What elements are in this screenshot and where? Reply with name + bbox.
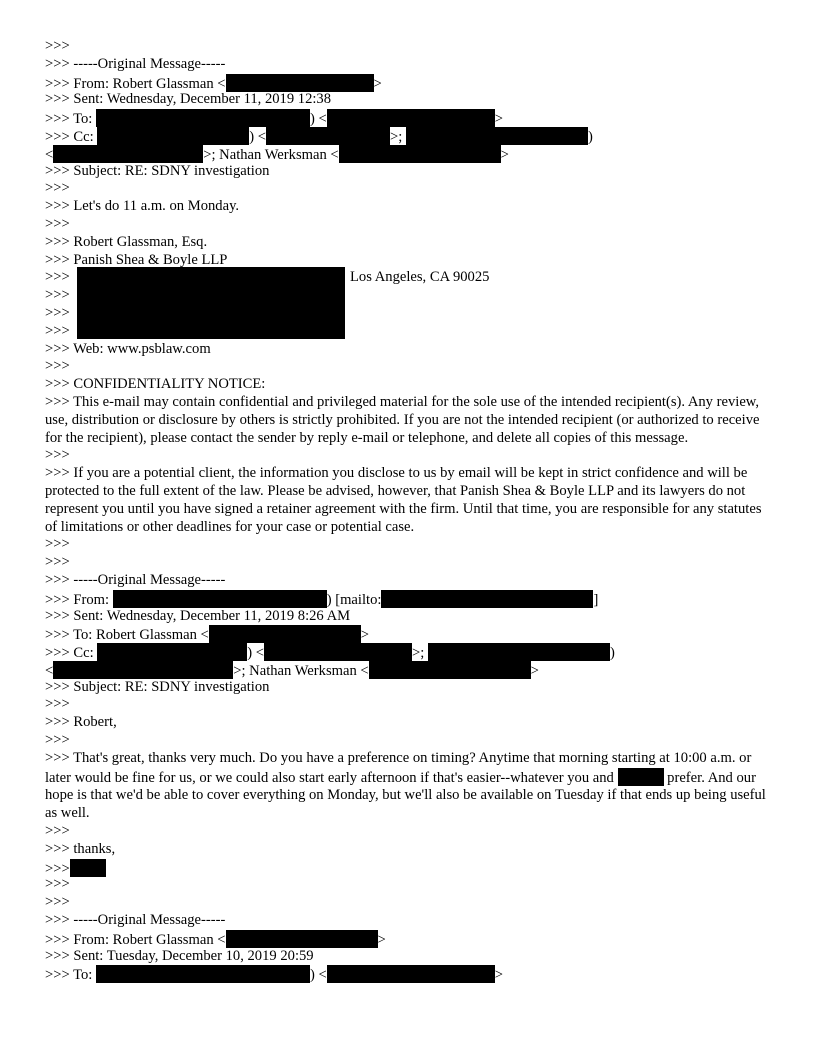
msg1-body: >>> Let's do 11 a.m. on Monday. (45, 198, 240, 215)
msg3-sent: >>> Sent: Tuesday, December 10, 2019 20:59 (45, 947, 314, 964)
redaction (428, 643, 610, 661)
msg1-cc: >>> Cc: ) < >; ) (45, 128, 593, 145)
redaction (97, 127, 249, 145)
msg3-header: >>> -----Original Message----- (45, 912, 226, 929)
redaction (339, 145, 501, 163)
redaction (113, 590, 327, 608)
signature-firm: >>> Panish Shea & Boyle LLP (45, 251, 228, 268)
signature-city: Los Angeles, CA 90025 (350, 269, 490, 286)
quote-line (45, 38, 775, 56)
msg2-header: >>> -----Original Message----- (45, 571, 226, 588)
signature-web: >>> Web: www.psblaw.com (45, 340, 211, 357)
redaction (226, 74, 374, 92)
msg1-header: >>> -----Original Message----- (45, 55, 226, 72)
msg3-to: >>> To: ) < > (45, 967, 503, 984)
msg2-subject: >>> Subject: RE: SDNY investigation (45, 678, 270, 695)
msg2-greeting: >>> Robert, (45, 714, 117, 731)
quote-prefix: >>> (45, 38, 70, 54)
redaction (96, 109, 310, 127)
msg2-body: >>> That's great, thanks very much. Do you have a preference on timing? Anytime that morning starting at 10:00 a.m. or later would be fine for us, or we could also start early afternoon if that's easier--whatever you and prefer. And our hope is that we'd be able to cover everything on Monday, but we'll also be available on Tuesday if that ends up being useful as well. (45, 749, 766, 822)
msg1-to: >>> To: ) < > (45, 111, 503, 128)
msg2-from: >>> From: ) [mailto: ] (45, 591, 599, 608)
msg3-from: >>> From: Robert Glassman < > (45, 931, 386, 948)
msg1-cc-cont: < >; Nathan Werksman < > (45, 146, 509, 163)
redaction (96, 965, 310, 983)
redaction (77, 267, 345, 339)
msg2-closing: >>> thanks, (45, 840, 116, 857)
msg1-from: >>> From: Robert Glassman < > (45, 75, 382, 92)
redaction (53, 145, 203, 163)
confidentiality-title: >>> CONFIDENTIALITY NOTICE: (45, 376, 266, 393)
redaction (618, 768, 664, 786)
confidentiality-paragraph: >>> This e-mail may contain confidential and privileged material for the sole use of the intended recipient(s). Any review, use, distribution or disclosure by others is strictly prohibited. If you are not the intended recipient (or authorized to receive for the recipient), please contact the sender by reply e-mail or telephone, and delete all copies of this message. (45, 393, 760, 446)
msg1-sent: >>> Sent: Wednesday, December 11, 2019 12:38 (45, 91, 332, 108)
msg1-subject: >>> Subject: RE: SDNY investigation (45, 162, 270, 179)
redaction (406, 127, 588, 145)
msg2-signoff: >>> (45, 859, 775, 877)
redaction (264, 643, 412, 661)
email-thread: >>> >>> -----Original Message----- >>> From: Robert Glassman < > >>> Sent: Wednesday, December 11, 2019 12:38 >>> To: ) < > >>> Cc: ) < >; ) < >; Nathan Werksman < > >>> Subject: RE: SDNY investigation >>> >>> Let's do 11 a.m. on Monday. >>> >>> Robert Glassman, Esq. >>> Panish Shea & Boyle LLP >>> >>> >>> >>> Los Angeles, CA 90025 >>> Web: www.psblaw.com >>> >>> CONFIDENTIALITY NOTICE: >>> This e-mail may contain confidential and privileged material for the sole use of the intended recipient(s). Any review, use, distribution or disclosure by others is strictly prohibited. If you are not the intended recipient (or authorized to receive for the recipient), please contact the sender by reply e-mail or telephone, and delete all copies of this message. >>> >>> If you are a potential client, the information you disclose to us by email will be kept in strict confidence and will be protected to the full extent of the law. Please be advised, however, that Panish Shea & Boyle LLP and its lawyers do not represent you until you have signed a retainer agreement with the firm. Until that time, you are responsible for any statutes of limitations or other deadlines for your case or potential case. >>> >>> >>> -----Original Message----- >>> From: ) [mailto: ] >>> Sent: Wednesday, December 11, 2019 8:26 AM >>> To: Robert Glassman < > >>> Cc: ) < >; ) < >; Nathan Werksman < > >>> Subject: RE: SDNY investigation >>> >>> Robert, >>> >>> That's great, thanks very much. Do you have a preference on timing? Anytime that morning starting at 10:00 a.m. or later would be fine for us, or we could also start early afternoon if that's easier--whatever you and prefer. And our hope is that we'd be able to cover everything on Monday, but we'll also be available on Tuesday if that ends up being useful as well. >>> >>> thanks, >>> >>> >>> >>> -----Original Message----- >>> From: Robert Glassman < > >>> Sent: Tuesday, December 10, 2019 20:59 >>> To: ) < > (45, 38, 775, 983)
msg2-sent: >>> Sent: Wednesday, December 11, 2019 8:26 AM (45, 607, 351, 624)
redaction (381, 590, 593, 608)
client-notice-paragraph: >>> If you are a potential client, the information you disclose to us by email will be kept in strict confidence and will be protected to the full extent of the law. Please be advised, however, that Panish Shea & Boyle LLP and its lawyers do not represent you until you have signed a retainer agreement with the firm. Until that time, you are responsible for any statutes of limitations or other deadlines for your case or potential case. (45, 465, 762, 535)
msg2-cc: >>> Cc: ) < >; ) (45, 645, 615, 662)
redaction (97, 643, 247, 661)
redaction (70, 859, 106, 877)
redaction (209, 625, 361, 643)
msg2-to: >>> To: Robert Glassman < > (45, 627, 370, 644)
redaction (226, 930, 378, 948)
signature-name: >>> Robert Glassman, Esq. (45, 233, 208, 250)
redaction (369, 661, 531, 679)
redaction (266, 127, 390, 145)
msg2-cc-cont: < >; Nathan Werksman < > (45, 662, 539, 679)
redaction (327, 109, 495, 127)
signature-address: >>> >>> >>> >>> Los Angeles, CA 90025 (45, 269, 490, 339)
redaction (53, 661, 233, 679)
redaction (327, 965, 495, 983)
